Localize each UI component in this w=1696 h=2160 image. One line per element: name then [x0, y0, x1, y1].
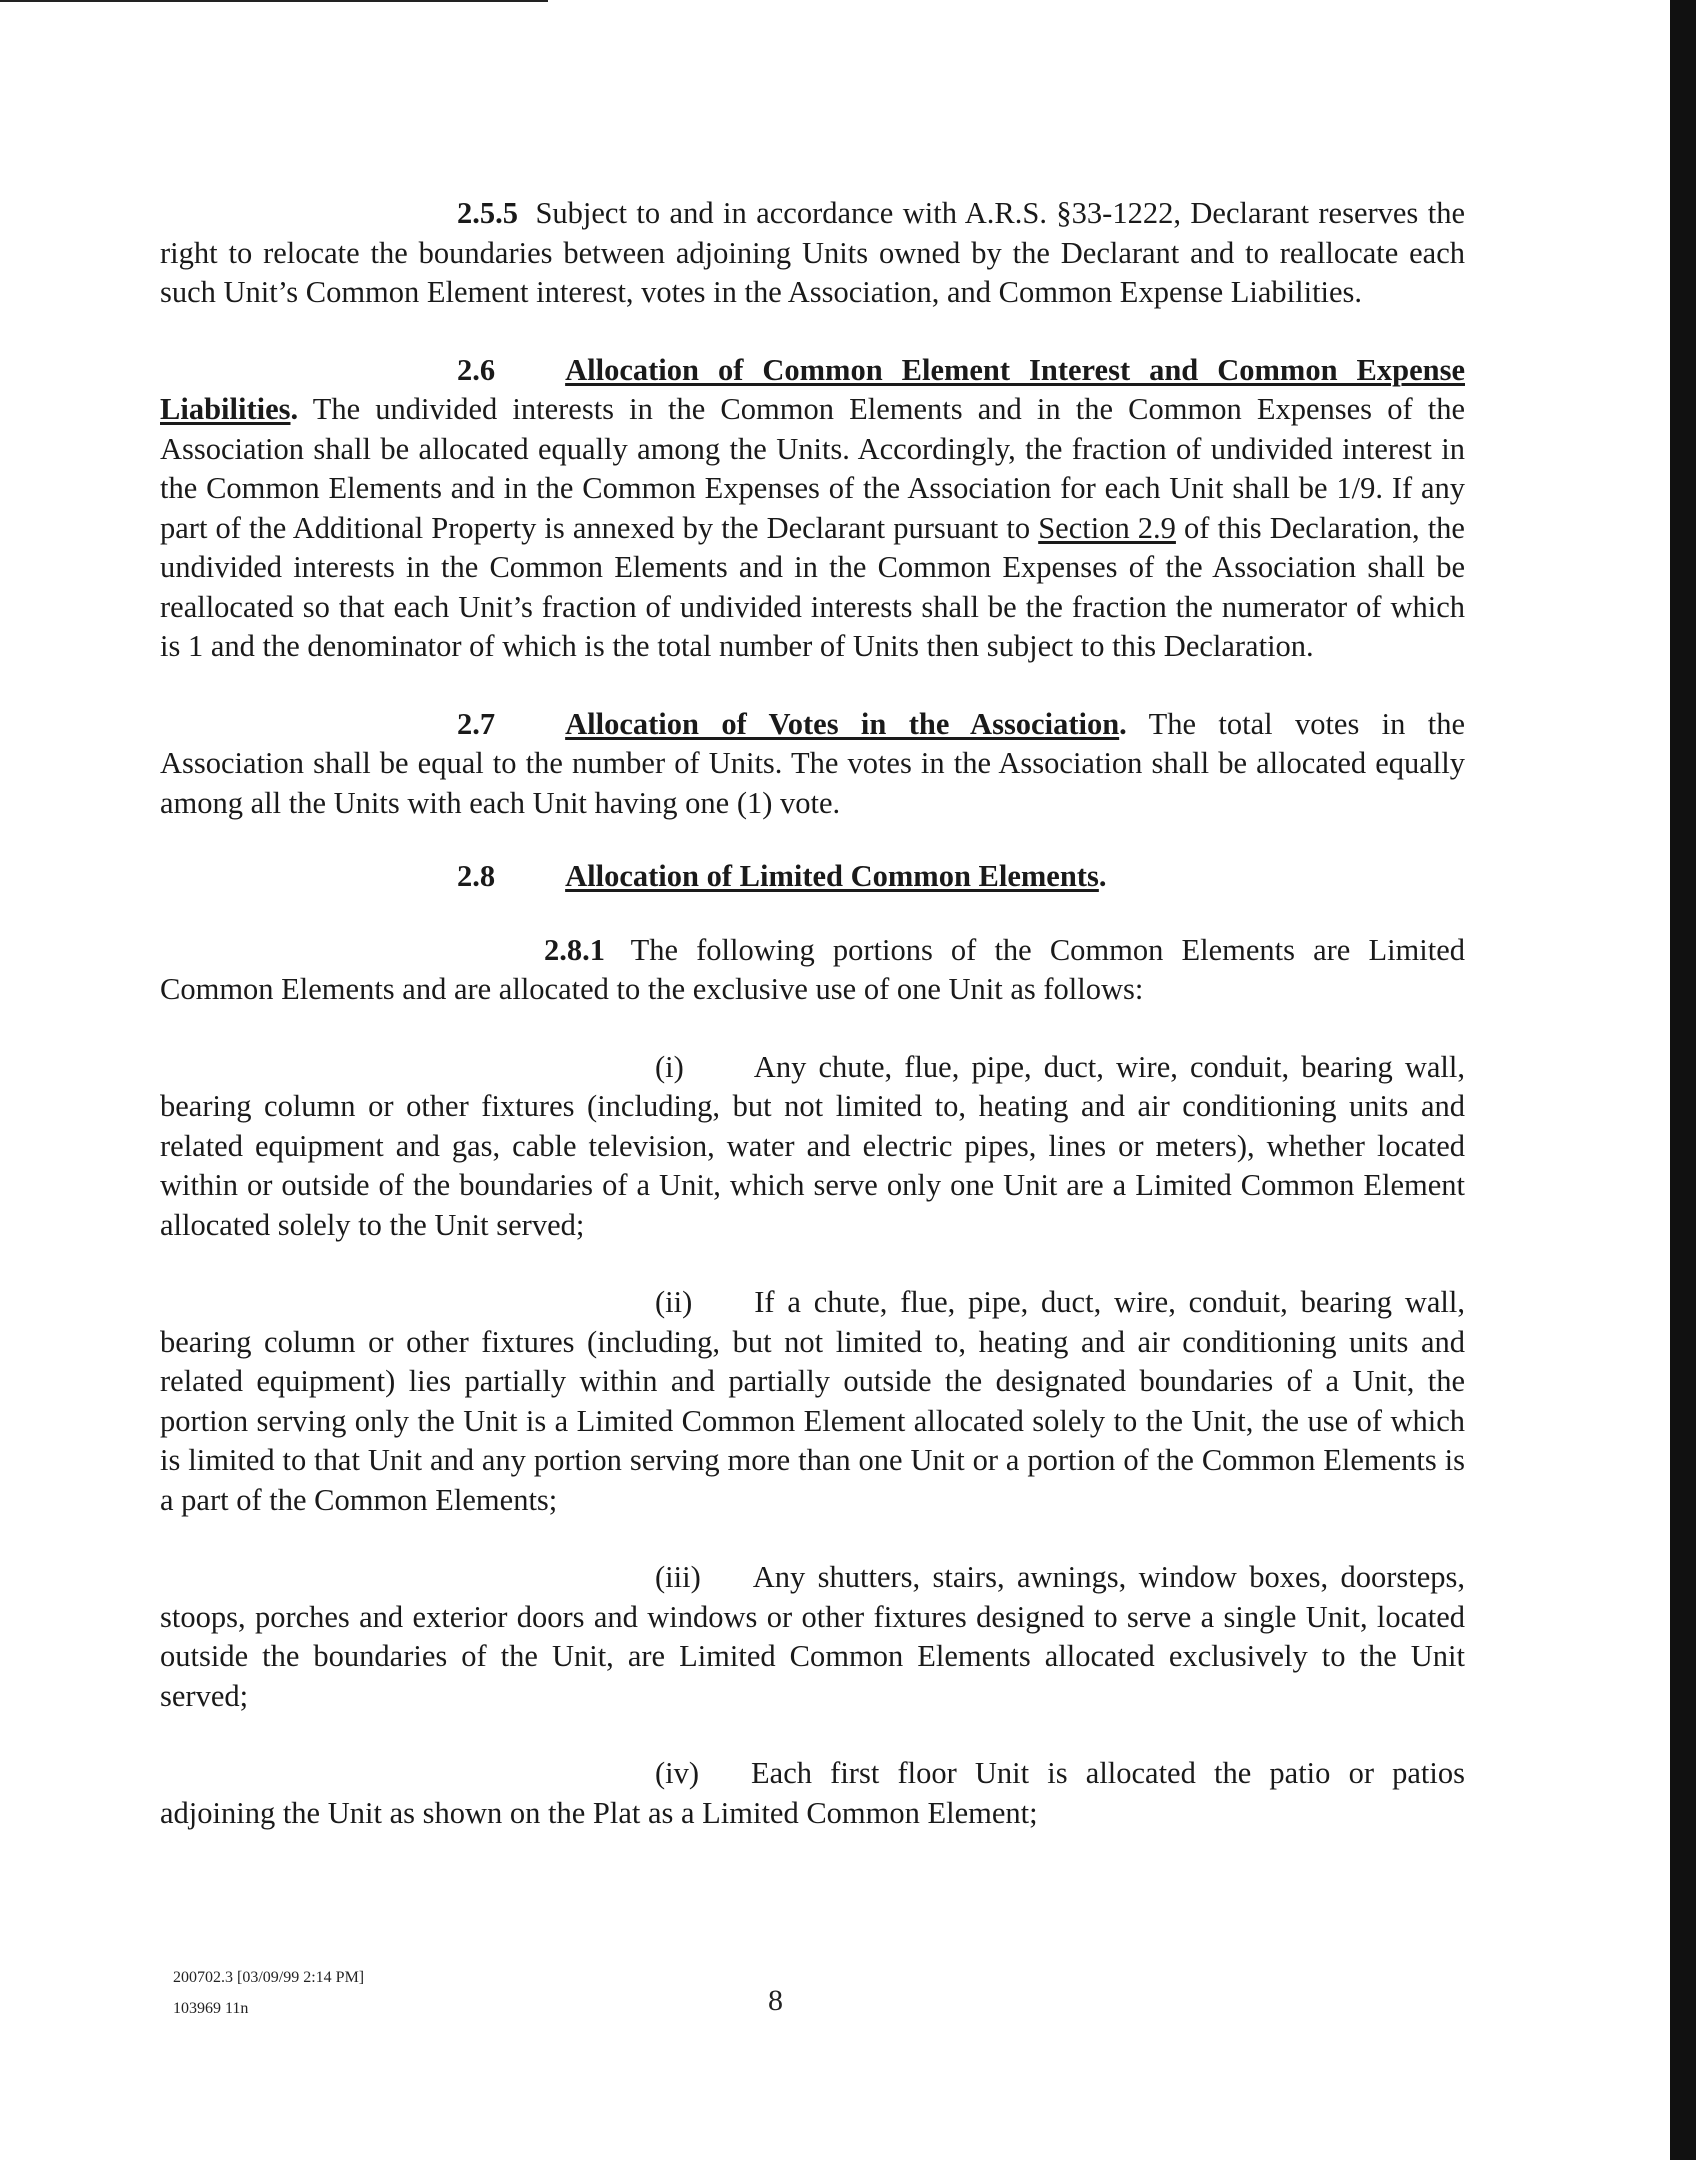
section-number: 2.7 — [457, 706, 496, 741]
list-item — [160, 1558, 1465, 1716]
document-reference: 200702.3 [03/09/99 2:14 PM] — [173, 1969, 365, 1986]
list-item-text: Any chute, flue, pipe, duct, wire, conduit, bearing wall, bearing column or other fixtures (including, but not limited to, heating and air conditioning units and related equipment and gas, cable television, water and electric pipes, lines or meters), whether located within or outside of the boundaries of a Unit, which serve only one Unit are a Limited Common Element allocated solely to the Unit served; — [160, 1049, 1465, 1242]
scan-top-edge-line — [0, 0, 548, 2]
list-item-label: (ii) — [655, 1285, 693, 1319]
section-text: The total votes in the Association shall be equal to the number of Units. The votes in the Association shall be allocated equally among all the Units with each Unit having one (1) vote. — [160, 706, 1466, 820]
section-number: 2.6 — [457, 352, 496, 387]
section-text: The undivided interests in the Common Elements and in the Common Expenses of the Association shall be allocated equally among the Units. Accordingly, the fraction of undivided interest in the Common Elements and in the Common Expenses of the Association for each Unit shall be 1/9. If any part of the Additional Property is annexed by the Declarant pursuant to — [160, 392, 1465, 545]
list-item-label: (iii) — [655, 1560, 701, 1594]
section-2-6: 2.6 Allocation of Common Element Interest and Common Expense Liabilities. The undivided interests in the Common Elements and in the Common Expenses of the Association shall be allocated equally among the Units. Accordingly, the fraction of undivided interest in the Common Elements and in the Common Expenses of the Association for each Unit shall be 1/9. If any part of the Additional Property is annexed by the Declarant pursuant to Section 2.9 of this Declaration, the undivided interests in the Common Elements and in the Common Expenses of the Association shall be reallocated so that each Unit’s fraction of undivided interests shall be the fraction the numerator of which is 1 and the denominator of which is the total number of Units then subject to this Declaration. — [160, 352, 1465, 663]
list-item — [160, 1754, 1465, 1833]
list-item-label: (iv) — [655, 1756, 700, 1790]
section-text: Subject to and in accordance with A.R.S. §33-1222, Declarant reserves the right to relocate the boundaries between adjoining Units owned by the Declarant and to reallocate each such Unit’s Common Element interest, votes in the Association, and Common Expense Liabilities. — [160, 196, 1465, 309]
section-number: 2.8.1 — [544, 932, 605, 967]
list-item — [160, 1048, 1465, 1246]
section-heading: Allocation of Limited Common Elements — [565, 859, 1099, 893]
section-2-7: 2.7 Allocation of Votes in the Association. The total votes in the Association shall be equal to the number of Units. The votes in the Association shall be allocated equally among all the Units with each Unit having one (1) vote. — [160, 706, 1466, 820]
list-item-text: Each first floor Unit is allocated the patio or patios adjoining the Unit as shown on the Plat as a Limited Common Element; — [160, 1756, 1465, 1830]
list-item-text: If a chute, flue, pipe, duct, wire, conduit, bearing wall, bearing column or other fixtures (including, but not limited to, heating and air conditioning units and related equipment) lies partially within and partially outside the designated boundaries of a Unit, the portion serving only the Unit is a Limited Common Element allocated solely to the Unit, the use of which is limited to that Unit and any portion serving more than one Unit or a portion of the Common Elements is a part of the Common Elements; — [160, 1285, 1465, 1517]
section-2-8: 2.8 Allocation of Limited Common Elements. — [457, 859, 1107, 893]
section-text: The following portions of the Common Elements are Limited Common Elements and are allocated to the exclusive use of one Unit as follows: — [160, 932, 1466, 1006]
section-text-continued: of this Declaration, the undivided interests in the Common Elements and in the Common Expenses of the Association shall be reallocated so that each Unit’s fraction of undivided interests shall be the fraction the numerator of which is 1 and the denominator of which is the total number of Units then subject to this Declaration. — [160, 510, 1465, 663]
scan-right-edge-bar — [1670, 0, 1696, 2160]
list-item-text: Any shutters, stairs, awnings, window boxes, doorsteps, stoops, porches and exterior doors and windows or other fixtures designed to serve a single Unit, located outside the boundaries of the Unit, are Limited Common Elements allocated exclusively to the Unit served; — [160, 1560, 1465, 1713]
section-number: 2.5.5 — [457, 196, 518, 230]
section-2-8-1 — [160, 931, 1465, 1010]
section-2-5-5 — [160, 194, 1465, 313]
list-item-label: (i) — [655, 1049, 684, 1084]
document-body — [160, 194, 1465, 1833]
section-heading: Allocation of Votes in the Association — [565, 706, 1120, 741]
list-item — [160, 1283, 1465, 1520]
document-id: 103969 11n — [173, 2000, 249, 2017]
document-footer — [173, 1962, 364, 2024]
section-number: 2.8 — [457, 859, 496, 893]
section-heading: Allocation of Common Element Interest and Common Expense Liabilities — [160, 352, 1465, 426]
page-number: 8 — [768, 1984, 783, 2017]
section-cross-reference: Section 2.9 — [1038, 510, 1176, 545]
